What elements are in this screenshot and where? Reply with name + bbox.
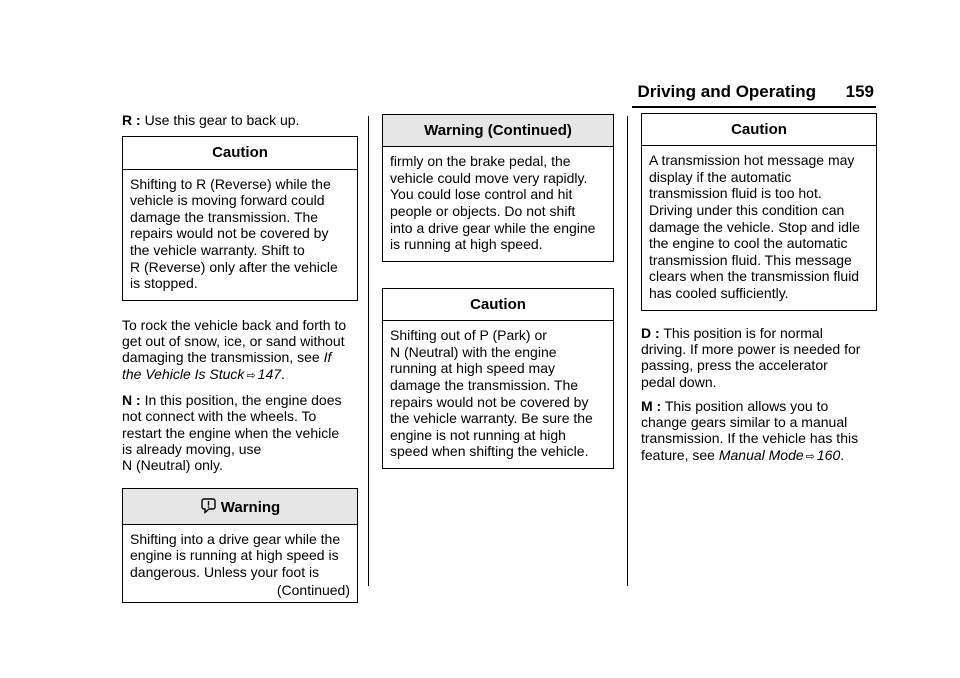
- caution-line: A transmission hot message may: [649, 152, 855, 169]
- warning-title: Warning: [220, 499, 281, 517]
- text-line: not connect with the wheels. To: [122, 408, 317, 425]
- text-segment: This position is for normal: [663, 324, 823, 341]
- caution-line: Driving under this condition can: [649, 202, 845, 219]
- text-line: get out of snow, ice, or sand without: [122, 333, 345, 350]
- column-2: [382, 114, 614, 469]
- page-reference-icon: ⇨: [805, 450, 815, 463]
- caution-line: display if the automatic: [649, 168, 792, 185]
- text-line: [641, 325, 877, 341]
- text-line: driving. If more power is needed for: [641, 340, 861, 357]
- caution-line: Shifting out of P (Park) or: [390, 327, 547, 344]
- gear-r-text: Use this gear to back up.: [144, 112, 300, 128]
- warning-box: [122, 488, 358, 603]
- column-divider-2: [627, 116, 628, 586]
- warning-line: You could lose control and hit: [390, 186, 573, 203]
- warning-continued-box: [382, 114, 614, 262]
- caution-line: Shifting to R (Reverse) while the: [130, 175, 331, 192]
- text-line: is already moving, use: [122, 440, 262, 457]
- warning-line: vehicle could move very rapidly.: [390, 169, 588, 186]
- text-line: passing, press the accelerator: [641, 357, 828, 374]
- warning-line: dangerous. Unless your foot is: [130, 563, 320, 580]
- caution-line: N (Neutral) with the engine: [390, 343, 557, 360]
- caution-line: is stopped.: [130, 275, 198, 292]
- caution-line: repairs would not be covered by: [130, 225, 329, 242]
- page-number: 159: [845, 82, 874, 101]
- caution-line: the engine to cool the automatic: [649, 235, 848, 252]
- caution-line: running at high speed may: [390, 360, 555, 377]
- caution-body: [383, 321, 613, 468]
- gear-d-label: D :: [641, 324, 660, 341]
- rock-vehicle-paragraph: [122, 317, 358, 384]
- page-reference[interactable]: 147: [257, 365, 282, 382]
- text-line: feature, see Manual Mode ⇨ 160.: [641, 446, 845, 463]
- gear-m-label: M :: [641, 397, 662, 414]
- warning-body: [123, 525, 357, 602]
- caution-box-hot-transmission: [641, 113, 877, 311]
- caution-line: vehicle is moving forward could: [130, 192, 325, 209]
- page-reference-icon: ⇨: [246, 369, 256, 382]
- warning-line: into a drive gear while the engine: [390, 219, 596, 236]
- caution-body: [642, 146, 876, 309]
- caution-line: the vehicle warranty. Shift to: [130, 241, 305, 258]
- warning-header: [123, 489, 357, 524]
- cross-reference-link[interactable]: Manual Mode: [718, 446, 804, 463]
- caution-line: damage the transmission. The: [130, 208, 319, 225]
- caution-line: engine is not running at high: [390, 426, 566, 443]
- warning-continued-title: Warning (Continued): [383, 115, 613, 147]
- text-line: [641, 398, 877, 414]
- caution-line: the vehicle warranty. Be sure the: [390, 410, 593, 427]
- warning-continued-body: [383, 147, 613, 261]
- gear-m-paragraph: [641, 398, 877, 465]
- caution-line: clears when the transmission fluid: [649, 268, 860, 285]
- caution-line: damage the transmission. The: [390, 376, 579, 393]
- text-segment: This position allows you to: [664, 397, 829, 414]
- caution-line: repairs would not be covered by: [390, 393, 589, 410]
- caution-box-park: [382, 288, 614, 469]
- gear-r-label: R :: [122, 112, 141, 128]
- cross-reference-link[interactable]: the Vehicle Is Stuck: [122, 365, 245, 382]
- header-rule: [632, 106, 876, 108]
- gear-d-paragraph: [641, 325, 877, 390]
- gear-r-paragraph: [122, 112, 358, 128]
- warning-icon: [200, 497, 217, 514]
- caution-line: transmission fluid. This message: [649, 251, 852, 268]
- warning-line: engine is running at high speed is: [130, 547, 339, 564]
- text-line: To rock the vehicle back and forth to: [122, 316, 347, 333]
- caution-title: Caution: [383, 289, 613, 321]
- page-header: [632, 82, 876, 106]
- caution-line: speed when shifting the vehicle.: [390, 443, 589, 460]
- continued-label: (Continued): [276, 581, 350, 598]
- text-line: pedal down.: [641, 373, 717, 390]
- text-line: change gears similar to a manual: [641, 414, 848, 431]
- caution-box-reverse: [122, 136, 358, 300]
- text-segment: In this position, the engine does: [144, 391, 342, 408]
- text-line: restart the engine when the vehicle: [122, 424, 340, 441]
- text-segment: feature, see: [641, 446, 715, 463]
- gear-n-label: N :: [122, 391, 141, 408]
- caution-line: has cooled sufficiently.: [649, 285, 789, 302]
- column-3: [641, 113, 877, 473]
- warning-line: people or objects. Do not shift: [390, 203, 576, 220]
- caution-line: R (Reverse) only after the vehicle: [130, 258, 338, 275]
- page-reference[interactable]: 160: [816, 446, 841, 463]
- cross-reference-link[interactable]: If: [323, 349, 332, 366]
- text-line: [122, 349, 358, 365]
- gear-n-paragraph: [122, 392, 358, 473]
- text-segment: damaging the transmission, see: [122, 349, 320, 366]
- caution-line: damage the vehicle. Stop and idle: [649, 218, 860, 235]
- text-line: [122, 392, 358, 408]
- warning-line: is running at high speed.: [390, 236, 543, 253]
- caution-body: [123, 170, 357, 300]
- warning-line: firmly on the brake pedal, the: [390, 153, 571, 170]
- text-line: the Vehicle Is Stuck ⇨ 147.: [122, 365, 285, 382]
- text-line: transmission. If the vehicle has this: [641, 430, 859, 447]
- text-line: N (Neutral) only.: [122, 457, 223, 474]
- caution-line: transmission fluid is too hot.: [649, 185, 822, 202]
- column-1: [122, 112, 358, 603]
- caution-title: Caution: [642, 114, 876, 146]
- section-title: Driving and Operating: [637, 82, 816, 101]
- caution-title: Caution: [123, 137, 357, 169]
- column-divider-1: [368, 116, 369, 586]
- warning-line: Shifting into a drive gear while the: [130, 530, 341, 547]
